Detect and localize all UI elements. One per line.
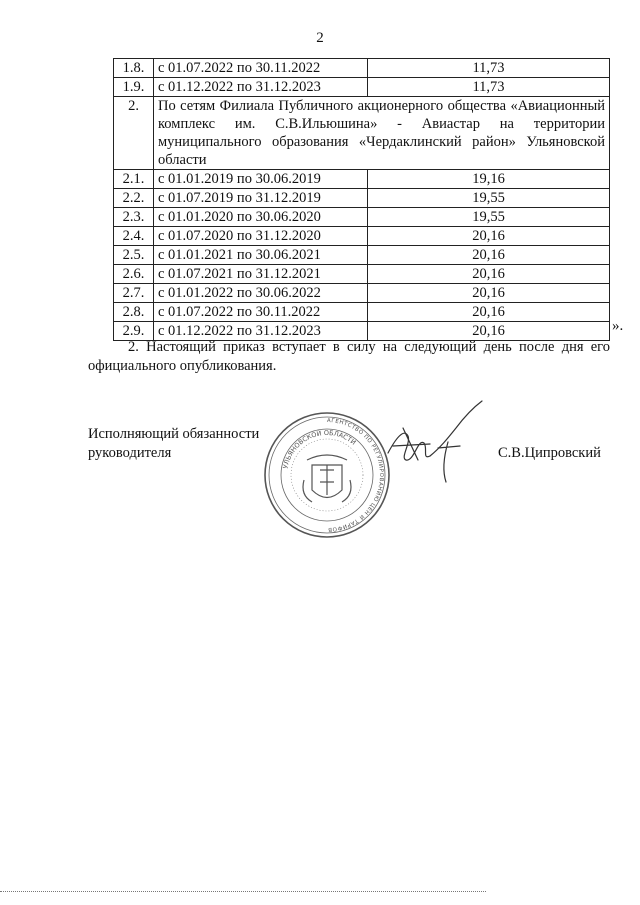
row-value: 20,16 (368, 284, 610, 303)
row-number: 2.4. (114, 227, 154, 246)
row-period: с 01.01.2020 по 30.06.2020 (154, 208, 368, 227)
row-number: 2.8. (114, 303, 154, 322)
row-number: 2.6. (114, 265, 154, 284)
table-row (114, 227, 610, 246)
signer-title-line-2: руководителя (88, 445, 172, 461)
row-period: с 01.07.2022 по 30.11.2022 (154, 59, 368, 78)
row-period: с 01.07.2020 по 31.12.2020 (154, 227, 368, 246)
row-number: 1.9. (114, 78, 154, 97)
row-number: 2.7. (114, 284, 154, 303)
row-value: 20,16 (368, 227, 610, 246)
row-period: с 01.12.2022 по 31.12.2023 (154, 322, 368, 341)
coat-of-arms-icon (303, 455, 351, 502)
section-title: По сетям Филиала Публичного акционерного общества «Авиационный комплекс им. С.В.Ильюшина» - Авиастар на территории муниципального образования «Чердаклинский район» Ульяновской области (154, 97, 610, 170)
row-period: с 01.07.2019 по 31.12.2019 (154, 189, 368, 208)
row-value: 20,16 (368, 265, 610, 284)
footer-divider (0, 891, 486, 892)
section-number: 2. (114, 97, 154, 170)
row-number: 2.3. (114, 208, 154, 227)
row-period: с 01.12.2022 по 31.12.2023 (154, 78, 368, 97)
table-row (114, 265, 610, 284)
table-row (114, 208, 610, 227)
handwritten-signature (378, 398, 493, 488)
tariff-table (113, 58, 610, 341)
table-row (114, 78, 610, 97)
row-number: 2.2. (114, 189, 154, 208)
table-row (114, 246, 610, 265)
row-value: 20,16 (368, 246, 610, 265)
svg-text:УЛЬЯНОВСКОЙ ОБЛАСТИ: УЛЬЯНОВСКОЙ ОБЛАСТИ (281, 428, 358, 470)
signer-title (88, 425, 259, 463)
row-value: 11,73 (368, 78, 610, 97)
row-number: 2.9. (114, 322, 154, 341)
row-period: с 01.01.2021 по 30.06.2021 (154, 246, 368, 265)
tariff-rows-part-2 (114, 170, 610, 341)
page-number: 2 (316, 30, 324, 46)
svg-text:АГЕНТСТВО ПО РЕГУЛИРОВАНИЮ ЦЕН: АГЕНТСТВО ПО РЕГУЛИРОВАНИЮ ЦЕН И ТАРИФОВ (326, 417, 384, 533)
tariff-rows-part-1 (114, 59, 610, 97)
row-value: 20,16 (368, 303, 610, 322)
row-number: 2.1. (114, 170, 154, 189)
paragraph-effective-date: 2. Настоящий приказ вступает в силу на следующий день после дня его официального опубликования. (88, 339, 610, 374)
table-row (114, 284, 610, 303)
row-period: с 01.07.2022 по 30.11.2022 (154, 303, 368, 322)
closing-quote-mark: ». (612, 318, 624, 334)
section-row (114, 97, 610, 170)
signer-title-line-1: Исполняющий обязанности (88, 426, 260, 442)
row-value: 19,16 (368, 170, 610, 189)
row-period: с 01.01.2019 по 30.06.2019 (154, 170, 368, 189)
official-seal (262, 410, 392, 540)
row-number: 1.8. (114, 59, 154, 78)
row-value: 11,73 (368, 59, 610, 78)
row-value: 19,55 (368, 189, 610, 208)
table-row (114, 170, 610, 189)
row-value: 20,16 (368, 322, 610, 341)
row-period: с 01.07.2021 по 31.12.2021 (154, 265, 368, 284)
table-row (114, 189, 610, 208)
tariff-section-2 (114, 97, 610, 170)
row-number: 2.5. (114, 246, 154, 265)
row-period: с 01.01.2022 по 30.06.2022 (154, 284, 368, 303)
table-row (114, 59, 610, 78)
signer-name: С.В.Ципровский (498, 445, 601, 461)
table-row (114, 303, 610, 322)
row-value: 19,55 (368, 208, 610, 227)
